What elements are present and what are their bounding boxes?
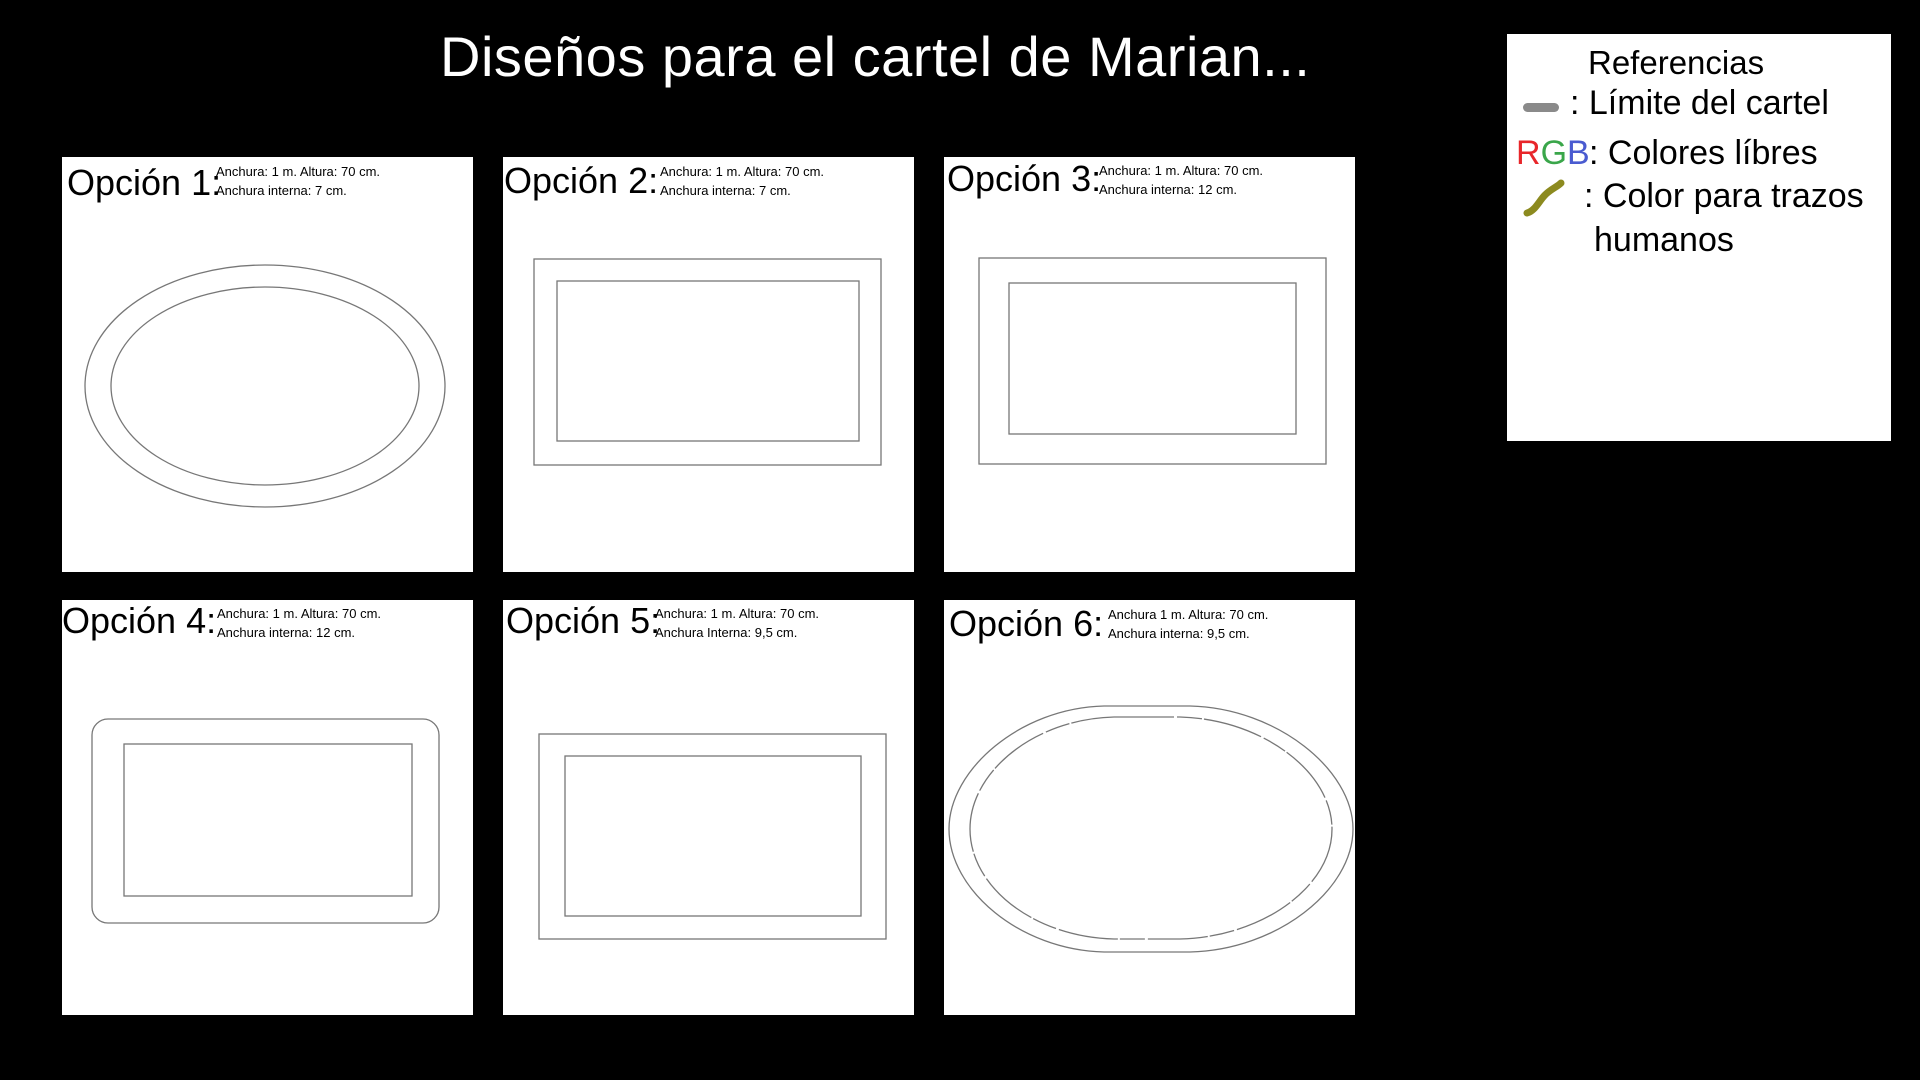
option-2-card [503,157,914,572]
legend-human-label-line1: : Color para trazos [1584,177,1864,215]
option-6-inner-border [970,717,1332,939]
option-4-label: Opción 4: [62,600,217,641]
option-5-card [503,600,914,1015]
legend-human-label-line2: humanos [1594,221,1734,259]
option-6-label: Opción 6: [949,603,1104,644]
option-5-spec-line1: Anchura: 1 m. Altura: 70 cm. [655,606,820,621]
option-3-label: Opción 3: [947,158,1102,199]
rgb-b: B [1567,134,1590,172]
page-title: Diseños para el cartel de Marian... [440,25,1311,88]
rgb-swatch [1516,134,1590,173]
option-5-spec-line2: Anchura Interna: 9,5 cm. [655,625,798,640]
option-1-spec-line1: Anchura: 1 m. Altura: 70 cm. [216,164,381,179]
option-2-inner-border [557,281,859,441]
option-6-diagram [944,600,1355,1015]
option-3-inner-border [1009,283,1296,434]
option-5-inner-border [565,756,861,916]
rgb-r: R [1516,134,1541,172]
option-6-spec-line2: Anchura interna: 9,5 cm. [1108,626,1250,641]
option-6-outer-border [949,706,1353,952]
option-6-card [944,600,1355,1015]
legend-rgb-label: : Colores líbres [1589,134,1818,172]
option-4-outer-border [92,719,439,923]
option-2-spec-line1: Anchura: 1 m. Altura: 70 cm. [660,164,825,179]
option-3-card [944,157,1355,572]
option-4-inner-border [124,744,412,896]
rgb-g: G [1540,134,1568,172]
legend-title: Referencias [1588,44,1765,81]
legend-limit-label: : Límite del cartel [1570,84,1829,122]
option-4-spec-line2: Anchura interna: 12 cm. [217,625,356,640]
option-1-inner-border [111,287,419,485]
option-3-spec-line1: Anchura: 1 m. Altura: 70 cm. [1099,163,1264,178]
option-4-spec-line1: Anchura: 1 m. Altura: 70 cm. [217,606,382,621]
option-3-spec-line2: Anchura interna: 12 cm. [1099,182,1238,197]
option-1-card [62,157,473,572]
option-4-card [62,600,473,1015]
option-1-spec-line2: Anchura interna: 7 cm. [216,183,347,198]
option-2-outer-border [534,259,881,465]
option-3-diagram [944,157,1355,572]
option-4-diagram [62,600,473,1015]
option-1-outer-border [85,265,445,507]
option-6-spec-line1: Anchura 1 m. Altura: 70 cm. [1108,607,1269,622]
limit-swatch-icon [1523,103,1559,112]
option-1-diagram [62,157,473,572]
option-5-outer-border [539,734,886,939]
option-5-diagram [503,600,914,1015]
option-3-outer-border [979,258,1326,464]
option-2-diagram [503,157,914,572]
option-1-label: Opción 1: [67,162,222,203]
human-stroke-icon [1521,171,1581,231]
option-5-label: Opción 5: [506,600,661,641]
option-2-label: Opción 2: [504,160,659,201]
legend-panel [1507,34,1891,441]
option-2-spec-line2: Anchura interna: 7 cm. [660,183,791,198]
